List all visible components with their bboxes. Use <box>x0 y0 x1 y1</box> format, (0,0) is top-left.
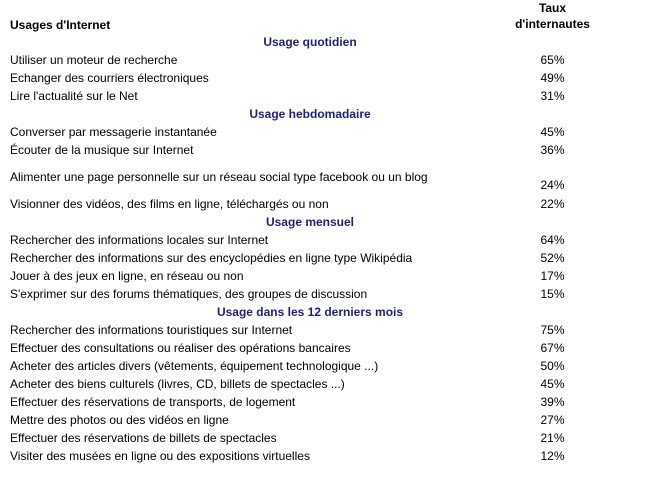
section-title: Usage mensuel <box>265 215 355 229</box>
table-row <box>10 231 610 249</box>
usage-label: S'exprimer sur des forums thématiques, des groupes de discussion <box>10 287 368 301</box>
usage-label: Utiliser un moteur de recherche <box>10 53 178 67</box>
usage-rate: 39% <box>540 395 565 409</box>
table-row <box>10 375 610 393</box>
table-row <box>10 429 610 447</box>
usage-label: Acheter des articles divers (vêtements, équipement technologique ...) <box>10 359 379 373</box>
header-rate-line1: Taux <box>538 1 567 15</box>
table-row <box>10 393 610 411</box>
usage-rate: 17% <box>540 269 565 283</box>
usage-label: Lire l'actualité sur le Net <box>10 89 138 103</box>
usage-rate: 22% <box>540 197 565 211</box>
table-row <box>10 69 610 87</box>
header-usages: Usages d'Internet <box>10 18 111 32</box>
section-header-row <box>10 105 610 123</box>
usage-label: Acheter des biens culturels (livres, CD, billets de spectacles ...) <box>10 377 345 391</box>
header-rate <box>495 0 610 33</box>
table-body <box>10 0 610 465</box>
usage-label: Echanger des courriers électroniques <box>10 71 209 85</box>
usage-rate: 67% <box>540 341 565 355</box>
section-header-row <box>10 33 610 51</box>
usage-rate: 15% <box>540 287 565 301</box>
usage-rate: 27% <box>540 413 565 427</box>
table-row <box>10 285 610 303</box>
usage-label: Rechercher des informations touristiques sur Internet <box>10 323 293 337</box>
table-row <box>10 123 610 141</box>
table-row <box>10 249 610 267</box>
header-row <box>10 0 610 33</box>
usage-rate: 45% <box>540 377 565 391</box>
usage-label: Visionner des vidéos, des films en ligne, téléchargés ou non <box>10 197 329 211</box>
usage-rate: 50% <box>540 359 565 373</box>
usage-rate: 52% <box>540 251 565 265</box>
header-rate-line2: d'internautes <box>515 17 590 31</box>
usage-label: Rechercher des informations locales sur Internet <box>10 233 269 247</box>
section-header-row <box>10 303 610 321</box>
table-row <box>10 321 610 339</box>
table-row <box>10 357 610 375</box>
usage-rate: 75% <box>540 323 565 337</box>
usage-label: Alimenter une page personnelle sur un réseau social type facebook ou un blog <box>10 169 428 184</box>
usage-rate: 31% <box>540 89 565 103</box>
section-title: Usage hebdomadaire <box>249 107 371 121</box>
usage-rate: 24% <box>540 178 565 192</box>
usage-label: Effectuer des réservations de billets de spectacles <box>10 431 277 445</box>
usage-label: Rechercher des informations sur des encyclopédies en ligne type Wikipédia <box>10 251 413 265</box>
usage-label: Effectuer des consultations ou réaliser des opérations bancaires <box>10 341 351 355</box>
usage-rate: 21% <box>540 431 565 445</box>
usage-rate: 49% <box>540 71 565 85</box>
table-row <box>10 195 610 213</box>
usage-rate: 65% <box>540 53 565 67</box>
section-title: Usage dans les 12 derniers mois <box>216 305 404 319</box>
internet-usage-table <box>10 0 610 465</box>
usage-label: Mettre des photos ou des vidéos en ligne <box>10 413 229 427</box>
table-row <box>10 141 610 159</box>
usage-rate: 12% <box>540 449 565 463</box>
section-title: Usage quotidien <box>263 35 357 49</box>
usage-rate: 45% <box>540 125 565 139</box>
usage-label: Converser par messagerie instantanée <box>10 125 217 139</box>
table-row <box>10 51 610 69</box>
usage-rate: 64% <box>540 233 565 247</box>
usage-label: Effectuer des réservations de transports, de logement <box>10 395 296 409</box>
table-row <box>10 447 610 465</box>
table-row <box>10 411 610 429</box>
usage-label: Écouter de la musique sur Internet <box>10 143 194 157</box>
usage-label: Visiter des musées en ligne ou des expositions virtuelles <box>10 449 310 463</box>
table-row <box>10 267 610 285</box>
table-row <box>10 339 610 357</box>
usage-rate: 36% <box>540 143 565 157</box>
usage-label: Jouer à des jeux en ligne, en réseau ou non <box>10 269 244 283</box>
table-row <box>10 87 610 105</box>
section-header-row <box>10 213 610 231</box>
table-row <box>10 159 610 195</box>
